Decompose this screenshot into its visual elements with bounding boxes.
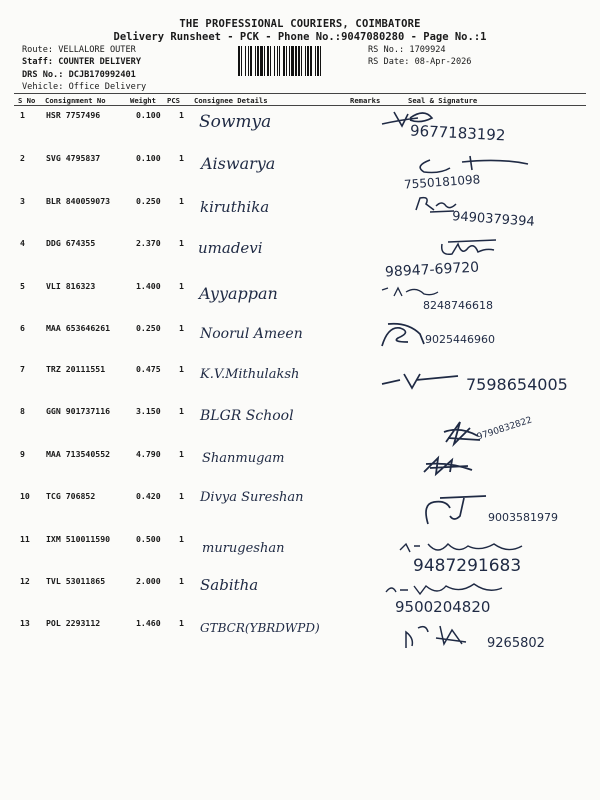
route-line: Route: VELLALORE OUTER: [22, 45, 136, 55]
rs-date: RS Date: 08-Apr-2026: [368, 57, 472, 67]
runsheet-subtitle: Delivery Runsheet - PCK - Phone No.:9047080280 - Page No.:1: [113, 31, 487, 43]
row-pcs: 1: [179, 196, 184, 206]
seal-phone: 98947-69720: [384, 259, 480, 281]
signature-scribble: [380, 108, 460, 134]
row-pcs: 1: [179, 323, 184, 333]
barcode-bar: [301, 46, 302, 76]
row-sno: 1: [20, 110, 25, 120]
consignee-handwritten: Noorul Ameen: [200, 326, 303, 342]
row-sno: 7: [20, 364, 25, 374]
header-top-rule: [14, 93, 586, 94]
row-weight: 2.000: [136, 576, 161, 586]
barcode-bar: [274, 46, 275, 76]
barcode-bar: [295, 46, 297, 76]
row-weight: 4.790: [136, 449, 161, 459]
consignee-handwritten: Sowmya: [199, 112, 272, 132]
rs-number: RS No.: 1709924: [368, 45, 446, 55]
row-weight: 1.460: [136, 618, 161, 628]
barcode-bar: [245, 46, 246, 76]
seal-phone: 9500204820: [395, 598, 491, 616]
signature-scribble: [400, 152, 530, 178]
row-consignment: IXM 510011590: [46, 534, 111, 544]
row-pcs: 1: [179, 406, 184, 416]
row-sno: 12: [20, 576, 30, 586]
staff-line: [22, 57, 141, 67]
barcode-bar: [260, 46, 263, 76]
row-sno: 10: [20, 491, 30, 501]
row-pcs: 1: [179, 534, 184, 544]
seal-phone: 9790832822: [475, 415, 534, 443]
signature-scribble: [412, 194, 462, 214]
barcode-bar: [250, 46, 252, 76]
col-header-pcs: PCS: [167, 96, 180, 105]
signature-scribble: [380, 372, 460, 390]
consignee-handwritten: umadevi: [198, 239, 263, 257]
barcode: [236, 46, 362, 76]
consignee-handwritten: Aiswarya: [201, 154, 276, 173]
consignee-handwritten: kiruthika: [200, 198, 270, 216]
row-weight: 1.400: [136, 281, 161, 291]
barcode-bar: [289, 46, 290, 76]
row-weight: 0.420: [136, 491, 161, 501]
row-consignment: DDG 674355: [46, 238, 96, 248]
consignee-handwritten: Shanmugam: [202, 451, 285, 466]
signature-scribble: [420, 454, 476, 478]
row-pcs: 1: [179, 576, 184, 586]
row-consignment: POL 2293112: [46, 618, 101, 628]
row-pcs: 1: [179, 238, 184, 248]
row-consignment: TVL 53011865: [46, 576, 106, 586]
seal-phone: 8248746618: [423, 299, 493, 312]
row-consignment: VLI 816323: [46, 281, 96, 291]
row-consignment: BLR 840059073: [46, 196, 111, 206]
row-pcs: 1: [179, 364, 184, 374]
signature-scribble: [400, 622, 480, 650]
staff-value: COUNTER DELIVERY: [58, 57, 142, 67]
seal-phone: 7598654005: [466, 375, 568, 394]
barcode-bar: [291, 46, 294, 76]
signature-scribble: [420, 494, 500, 526]
barcode-bar: [315, 46, 316, 76]
row-sno: 8: [20, 406, 25, 416]
barcode-bar: [298, 46, 300, 76]
company-title: THE PROFESSIONAL COURIERS, COIMBATORE: [179, 18, 421, 30]
barcode-bar: [255, 46, 256, 76]
col-header-sno: S No: [18, 96, 36, 105]
seal-phone: 9490379394: [451, 209, 536, 230]
consignee-handwritten: Sabitha: [200, 576, 259, 594]
row-consignment: TRZ 20111551: [46, 364, 106, 374]
seal-phone: 9677183192: [409, 121, 506, 145]
row-sno: 11: [20, 534, 30, 544]
drs-label: DRS No.:: [22, 70, 64, 80]
seal-phone: 9265802: [487, 636, 545, 651]
barcode-bar: [241, 46, 242, 76]
row-sno: 4: [20, 238, 25, 248]
seal-phone: 9025446960: [425, 333, 495, 346]
consignee-handwritten: Divya Sureshan: [200, 490, 304, 505]
barcode-bar: [267, 46, 269, 76]
barcode-bar: [283, 46, 285, 76]
signature-scribble: [384, 580, 514, 600]
row-weight: 0.100: [136, 110, 161, 120]
drs-line: [22, 70, 136, 80]
consignee-handwritten: K.V.Mithulaksh: [200, 367, 300, 382]
row-consignment: SVG 4795837: [46, 153, 101, 163]
col-header-consignee: Consignee Details: [194, 96, 268, 105]
barcode-bar: [279, 46, 280, 76]
barcode-bar: [320, 46, 321, 76]
barcode-bar: [264, 46, 265, 76]
row-sno: 6: [20, 323, 25, 333]
row-pcs: 1: [179, 618, 184, 628]
barcode-bar: [305, 46, 306, 76]
signature-scribble: [398, 540, 528, 558]
row-pcs: 1: [179, 491, 184, 501]
row-consignment: GGN 901737116: [46, 406, 111, 416]
col-header-consignment: Consignment No: [45, 96, 106, 105]
row-sno: 5: [20, 281, 25, 291]
row-weight: 2.370: [136, 238, 161, 248]
row-weight: 3.150: [136, 406, 161, 416]
barcode-bar: [257, 46, 259, 76]
barcode-bar: [270, 46, 271, 76]
consignee-handwritten: Ayyappan: [199, 284, 278, 303]
row-weight: 0.475: [136, 364, 161, 374]
barcode-bar: [238, 46, 240, 76]
row-consignment: TCG 706852: [46, 491, 96, 501]
col-header-weight: Weight: [130, 96, 156, 105]
row-weight: 0.500: [136, 534, 161, 544]
barcode-bar: [248, 46, 249, 76]
barcode-bar: [310, 46, 312, 76]
row-sno: 3: [20, 196, 25, 206]
row-pcs: 1: [179, 281, 184, 291]
barcode-bar: [277, 46, 278, 76]
row-pcs: 1: [179, 153, 184, 163]
seal-phone: 9487291683: [413, 556, 522, 576]
row-consignment: HSR 7757496: [46, 110, 101, 120]
staff-label: Staff:: [22, 57, 54, 67]
signature-scribble: [438, 238, 498, 260]
row-weight: 0.250: [136, 323, 161, 333]
row-sno: 13: [20, 618, 30, 628]
signature-scribble: [380, 284, 440, 302]
barcode-bar: [317, 46, 319, 76]
consignee-handwritten: GTBCR(YBRDWPD): [200, 621, 320, 635]
seal-phone: 9003581979: [488, 511, 558, 524]
barcode-bar: [307, 46, 309, 76]
row-consignment: MAA 653646261: [46, 323, 111, 333]
col-header-remarks: Remarks: [350, 96, 381, 105]
row-pcs: 1: [179, 110, 184, 120]
row-pcs: 1: [179, 449, 184, 459]
row-weight: 0.100: [136, 153, 161, 163]
row-weight: 0.250: [136, 196, 161, 206]
consignee-handwritten: murugeshan: [202, 541, 285, 556]
col-header-seal: Seal & Signature: [408, 96, 478, 105]
consignee-handwritten: BLGR School: [200, 408, 294, 424]
signature-scribble: [378, 320, 428, 350]
seal-phone: 7550181098: [403, 172, 481, 192]
header-bottom-rule: [14, 105, 586, 106]
row-sno: 9: [20, 449, 25, 459]
drs-value: DCJB170992401: [68, 70, 136, 80]
signature-scribble: [440, 418, 484, 448]
vehicle-line: Vehicle: Office Delivery: [22, 82, 147, 92]
row-consignment: MAA 713540552: [46, 449, 111, 459]
barcode-bar: [286, 46, 287, 76]
row-sno: 2: [20, 153, 25, 163]
